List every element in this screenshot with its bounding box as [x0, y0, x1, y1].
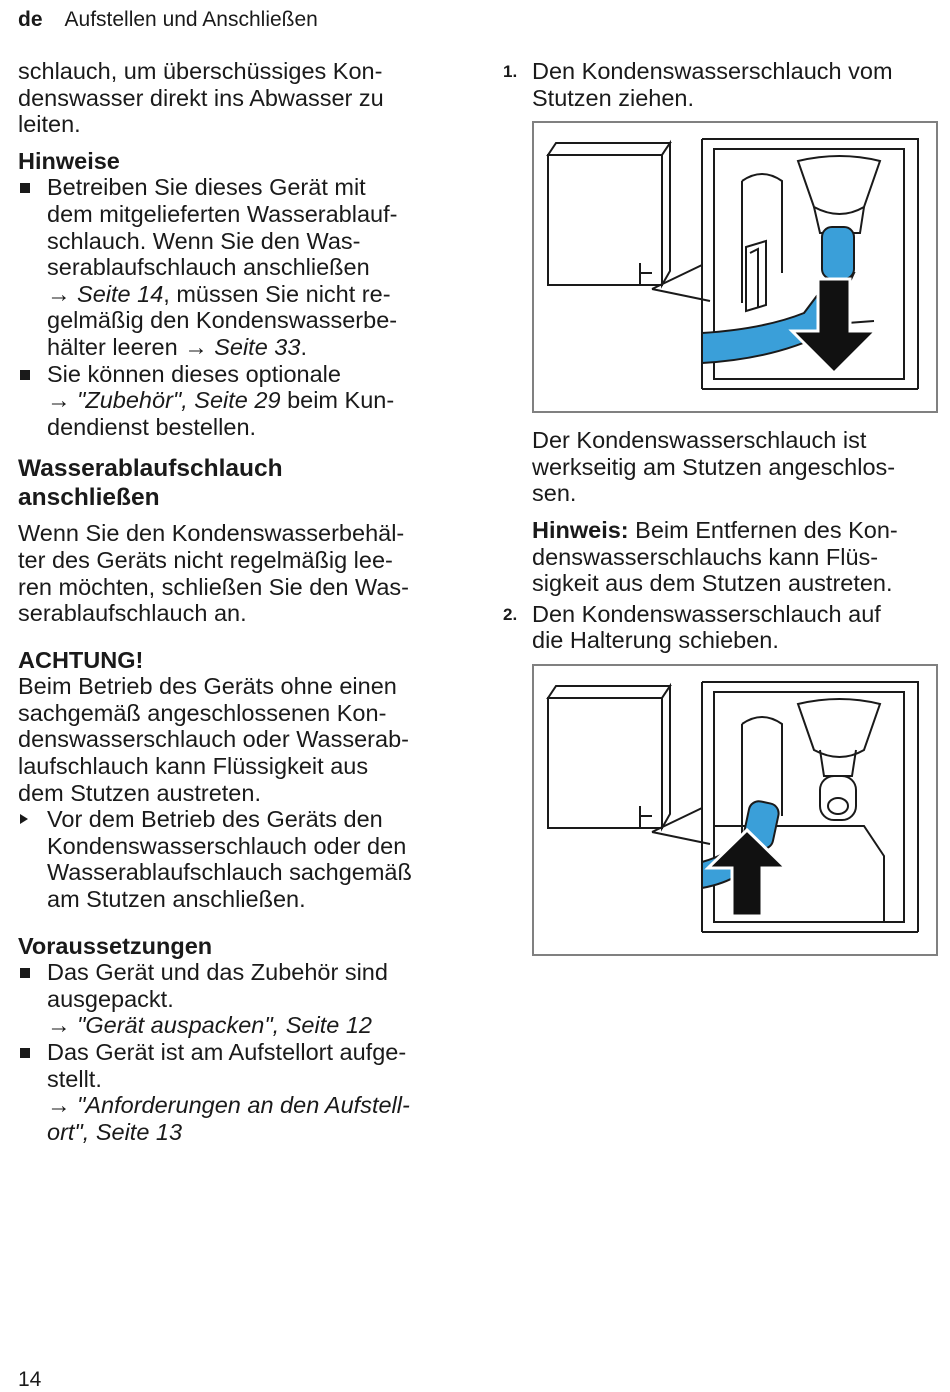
- illustration-attach-hose: [532, 664, 938, 956]
- prerequisites-heading: Voraussetzungen: [18, 932, 213, 959]
- list-item: Sie können dieses optionale → "Zubehör", Seite 29 beim Kun- dendienst bestellen.: [18, 361, 458, 441]
- page-reference-link[interactable]: "Gerät auspacken", Seite 12: [77, 1012, 372, 1039]
- square-bullet-icon: [20, 370, 30, 380]
- arrow-icon: →: [47, 387, 71, 414]
- section-name: Aufstellen und Anschließen: [64, 8, 318, 31]
- list-item: Betreiben Sie dieses Gerät mit dem mitgelieferten Wasserablauf- schlauch. Wenn Sie den Was- serablaufschlauch anschließen → Seite 14, müssen Sie nicht re- gelmäßig den Kondenswasserbe- hälter leeren → Seite 33.: [18, 174, 458, 360]
- arrow-icon: →: [47, 1092, 71, 1119]
- note-label: Hinweis:: [532, 516, 629, 543]
- page-reference-link[interactable]: Seite 33: [214, 333, 301, 360]
- note-text: Hinweis: Beim Entfernen des Kon- denswasserschlauchs kann Flüs- sigkeit aus dem Stutzen austreten.: [532, 516, 898, 597]
- arrow-icon: →: [47, 1012, 71, 1039]
- right-column: [503, 58, 943, 956]
- page-reference-link[interactable]: ort", Seite 13: [47, 1118, 183, 1145]
- step-number: 2.: [503, 604, 518, 624]
- left-column: [18, 58, 458, 1145]
- step-1: 1. Den Kondenswasserschlauch vom Stutzen ziehen.: [503, 58, 893, 111]
- section-body: Wenn Sie den Kondenswasserbehäl- ter des Geräts nicht regelmäßig lee- ren möchten, schließen Sie den Was- serablaufschlauch an.: [18, 520, 409, 627]
- square-bullet-icon: [20, 968, 30, 978]
- intro-text: schlauch, um überschüssiges Kon- denswasser direkt ins Abwasser zu leiten.: [18, 58, 384, 138]
- list-item: Das Gerät ist am Aufstellort aufge- stellt. → "Anforderungen an den Aufstell- ort", Seite 13: [18, 1039, 458, 1145]
- arrow-icon: →: [47, 280, 71, 307]
- triangle-bullet-icon: [20, 814, 28, 824]
- warning-heading: ACHTUNG!: [18, 646, 144, 673]
- step-2: 2. Den Kondenswasserschlauch auf die Halterung schieben.: [503, 600, 881, 654]
- section-heading: Wasserablaufschlauch anschließen: [18, 455, 283, 512]
- page-reference-link[interactable]: Seite 14: [77, 280, 164, 307]
- warning-body: Beim Betrieb des Geräts ohne einen sachgemäß angeschlossenen Kon- denswasserschlauch oder Wasserab- laufschlauch kann Flüssigkeit aus dem Stutzen austreten.: [18, 673, 409, 806]
- step-number: 1.: [503, 62, 518, 81]
- square-bullet-icon: [20, 183, 30, 193]
- result-text: Der Kondenswasserschlauch ist werkseitig am Stutzen angeschlos- sen.: [532, 427, 896, 507]
- page-reference-link[interactable]: "Anforderungen an den Aufstell-: [77, 1092, 410, 1119]
- action-item: Vor dem Betrieb des Geräts den Kondenswasserschlauch oder den Wasserablaufschlauch sachgemäß am Stutzen anschließen.: [18, 806, 458, 912]
- page-header: [18, 8, 318, 32]
- arrow-icon: →: [184, 333, 208, 360]
- square-bullet-icon: [20, 1048, 30, 1058]
- illustration-remove-hose: [532, 121, 938, 413]
- list-item: Das Gerät und das Zubehör sind ausgepackt. → "Gerät auspacken", Seite 12: [18, 959, 458, 1039]
- page-reference-link[interactable]: "Zubehör", Seite 29: [77, 387, 281, 414]
- page-number: 14: [18, 1368, 42, 1391]
- hinweise-heading: Hinweise: [18, 147, 120, 174]
- language-code: de: [18, 8, 43, 31]
